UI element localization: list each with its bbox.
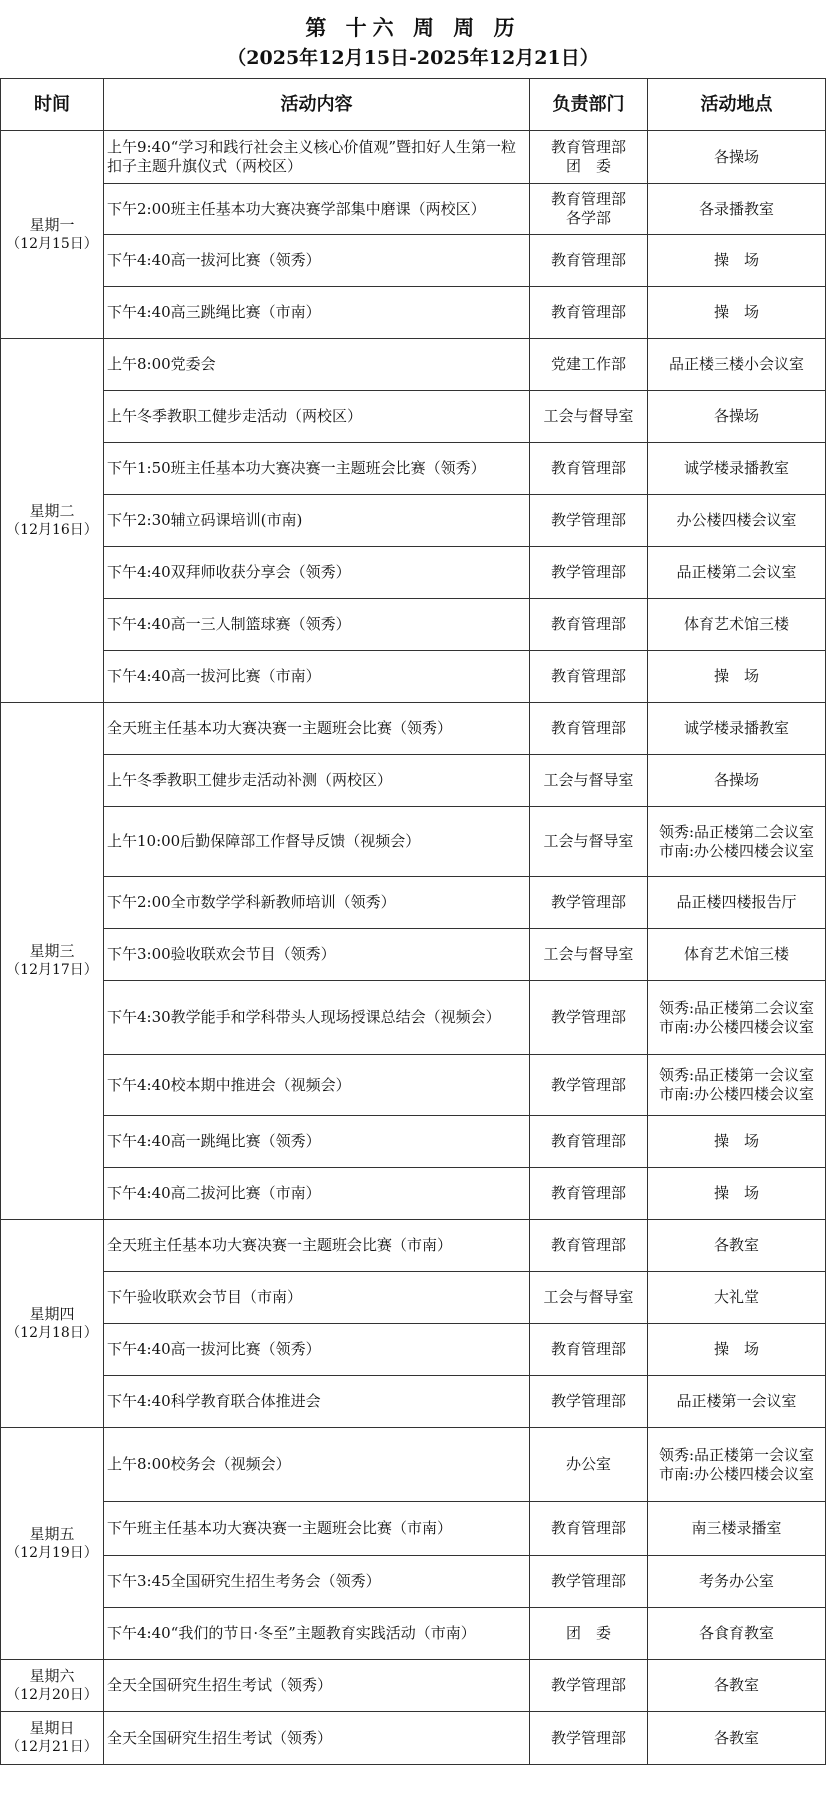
place-line: 品正楼四楼报告厅 (676, 893, 797, 911)
activity-content: 上午8:00校务会（视频会） (104, 1428, 530, 1502)
activity-place (648, 651, 826, 703)
activity-content: 下午2:00全市数学学科新教师培训（领秀） (104, 877, 530, 929)
day-date: （12月15日） (6, 235, 98, 252)
responsible-dept (530, 184, 648, 235)
dept-line: 教学管理部 (550, 1392, 626, 1410)
dept-line: 工会与督导室 (543, 407, 634, 425)
day-date: （12月19日） (6, 1544, 98, 1561)
activity-content: 上午冬季教职工健步走活动补测（两校区） (104, 755, 530, 807)
activity-place (648, 1116, 826, 1168)
place-line: 领秀:品正楼第二会议室 (658, 998, 815, 1017)
dept-line: 教育管理部 (550, 667, 626, 685)
activity-content: 全天班主任基本功大赛决赛一主题班会比赛（市南） (104, 1220, 530, 1272)
place-line: 各操场 (713, 771, 759, 789)
dept-line: 教学管理部 (550, 511, 626, 529)
day-date: （12月18日） (6, 1324, 98, 1341)
day-cell (1, 339, 104, 703)
place-line: 南三楼录播室 (691, 1519, 782, 1537)
responsible-dept (530, 599, 648, 651)
table-row (1, 1376, 826, 1428)
activity-content: 下午2:30辅立码课培训(市南) (104, 495, 530, 547)
responsible-dept (530, 1502, 648, 1556)
dept-line: 教学管理部 (550, 893, 626, 911)
activity-place (648, 755, 826, 807)
table-row (1, 703, 826, 755)
dept-line: 教育管理部 (550, 615, 626, 633)
table-row (1, 1220, 826, 1272)
responsible-dept (530, 651, 648, 703)
place-line: 品正楼第二会议室 (676, 563, 797, 581)
responsible-dept (530, 1712, 648, 1765)
dept-line: 教学管理部 (550, 1676, 626, 1694)
dept-line: 办公室 (565, 1455, 611, 1473)
dept-line: 工会与督导室 (543, 945, 634, 963)
activity-content: 下午2:00班主任基本功大赛决赛学部集中磨课（两校区） (104, 184, 530, 235)
responsible-dept (530, 1428, 648, 1502)
day-label: 星期六 (29, 1666, 75, 1685)
responsible-dept (530, 339, 648, 391)
place-line: 体育艺术馆三楼 (683, 945, 789, 963)
day-date: （12月16日） (6, 521, 98, 538)
column-header-time: 时间 (1, 79, 104, 131)
responsible-dept (530, 755, 648, 807)
day-date: （12月20日） (6, 1686, 98, 1703)
table-row (1, 1272, 826, 1324)
place-line: 各教室 (713, 1676, 759, 1694)
dept-line: 教育管理部 (550, 1519, 626, 1537)
activity-content: 下午4:40“我们的节日·冬至”主题教育实践活动（市南） (104, 1608, 530, 1660)
day-label: 星期四 (29, 1304, 75, 1323)
responsible-dept (530, 443, 648, 495)
place-line: 领秀:品正楼第一会议室 (658, 1066, 815, 1084)
activity-content: 下午4:40高一跳绳比赛（领秀） (104, 1116, 530, 1168)
table-row (1, 235, 826, 287)
dept-line: 教学管理部 (550, 1572, 626, 1590)
activity-place (648, 184, 826, 235)
place-line: 操 场 (713, 1184, 759, 1202)
table-row (1, 877, 826, 929)
dept-line: 教育管理部 (550, 190, 626, 208)
column-header-content: 活动内容 (104, 79, 530, 131)
responsible-dept (530, 235, 648, 287)
activity-place (648, 1376, 826, 1428)
activity-place (648, 495, 826, 547)
activity-content: 下午4:40高三跳绳比赛（市南） (104, 287, 530, 339)
responsible-dept (530, 877, 648, 929)
activity-place (648, 235, 826, 287)
activity-place (648, 703, 826, 755)
day-label: 星期三 (29, 942, 75, 960)
page-title: 第 十六 周 周 历 (305, 15, 521, 40)
responsible-dept (530, 1055, 648, 1116)
activity-place (648, 981, 826, 1055)
table-row (1, 1556, 826, 1608)
day-cell (1, 1428, 104, 1660)
activity-place (648, 339, 826, 391)
column-header-dept: 负责部门 (530, 79, 648, 131)
dept-line: 团 委 (565, 157, 611, 175)
dept-line: 教育管理部 (550, 138, 626, 156)
dept-line: 教育管理部 (550, 251, 626, 269)
dept-line: 工会与督导室 (543, 832, 634, 850)
activity-content: 下午4:30教学能手和学科带头人现场授课总结会（视频会） (104, 981, 530, 1055)
activity-place (648, 1660, 826, 1712)
dept-line: 团 委 (565, 1624, 611, 1642)
schedule-body (1, 131, 826, 1765)
activity-content: 上午冬季教职工健步走活动（两校区） (104, 391, 530, 443)
table-row (1, 443, 826, 495)
place-line: 体育艺术馆三楼 (683, 615, 789, 633)
activity-place (648, 1055, 826, 1116)
place-line: 各操场 (713, 407, 759, 425)
table-row (1, 599, 826, 651)
day-label: 星期二 (29, 501, 75, 520)
table-row (1, 547, 826, 599)
activity-content: 上午8:00党委会 (104, 339, 530, 391)
table-row (1, 1324, 826, 1376)
activity-place (648, 391, 826, 443)
activity-content: 下午4:40高二拔河比赛（市南） (104, 1168, 530, 1220)
dept-line: 教育管理部 (550, 459, 626, 477)
activity-content: 下午3:45全国研究生招生考务会（领秀） (104, 1556, 530, 1608)
activity-content: 下午4:40校本期中推进会（视频会） (104, 1055, 530, 1116)
activity-content: 下午验收联欢会节目（市南） (104, 1272, 530, 1324)
place-line: 市南:办公楼四楼会议室 (658, 1464, 815, 1483)
responsible-dept (530, 929, 648, 981)
activity-content: 下午4:40科学教育联合体推进会 (104, 1376, 530, 1428)
place-line: 诚学楼录播教室 (683, 459, 789, 477)
table-row (1, 339, 826, 391)
responsible-dept (530, 1556, 648, 1608)
dept-line: 工会与督导室 (543, 771, 634, 789)
activity-place (648, 807, 826, 877)
responsible-dept (530, 1660, 648, 1712)
responsible-dept (530, 1324, 648, 1376)
activity-content: 全天全国研究生招生考试（领秀） (104, 1712, 530, 1765)
dept-line: 各学部 (565, 209, 611, 227)
table-row (1, 651, 826, 703)
schedule-table (0, 78, 826, 1765)
responsible-dept (530, 1116, 648, 1168)
place-line: 市南:办公楼四楼会议室 (658, 841, 815, 860)
day-label: 星期五 (29, 1524, 75, 1543)
table-row (1, 1168, 826, 1220)
table-row (1, 1660, 826, 1712)
responsible-dept (530, 1220, 648, 1272)
day-cell (1, 1660, 104, 1712)
activity-place (648, 1502, 826, 1556)
activity-content: 下午4:40双拜师收获分享会（领秀） (104, 547, 530, 599)
day-date: （12月17日） (6, 962, 98, 978)
table-row (1, 1055, 826, 1116)
table-row (1, 929, 826, 981)
table-row (1, 1712, 826, 1765)
activity-content: 全天班主任基本功大赛决赛一主题班会比赛（领秀） (104, 703, 530, 755)
activity-place (648, 1272, 826, 1324)
place-line: 诚学楼录播教室 (683, 719, 789, 737)
dept-line: 教育管理部 (550, 303, 626, 321)
place-line: 品正楼三楼小会议室 (668, 355, 804, 373)
dept-line: 教育管理部 (550, 1340, 626, 1358)
activity-place (648, 877, 826, 929)
day-cell (1, 1712, 104, 1765)
day-cell (1, 131, 104, 339)
activity-content: 下午4:40高一拔河比赛（领秀） (104, 235, 530, 287)
place-line: 操 场 (713, 1132, 759, 1150)
activity-place (648, 287, 826, 339)
activity-place (648, 1324, 826, 1376)
activity-content: 上午9:40“学习和践行社会主义核心价值观”暨扣好人生第一粒扣子主题升旗仪式（两校区） (104, 131, 530, 184)
table-row (1, 1428, 826, 1502)
place-line: 领秀:品正楼第二会议室 (658, 822, 815, 841)
responsible-dept (530, 547, 648, 599)
place-line: 各教室 (713, 1728, 759, 1747)
activity-place (648, 1168, 826, 1220)
table-row (1, 981, 826, 1055)
place-line: 大礼堂 (713, 1288, 759, 1306)
dept-line: 教育管理部 (550, 1132, 626, 1150)
day-cell (1, 1220, 104, 1428)
place-line: 品正楼第一会议室 (676, 1392, 797, 1410)
activity-place (648, 1556, 826, 1608)
activity-content: 下午班主任基本功大赛决赛一主题班会比赛（市南） (104, 1502, 530, 1556)
activity-content: 下午4:40高一三人制篮球赛（领秀） (104, 599, 530, 651)
place-line: 各录播教室 (698, 199, 774, 218)
dept-line: 教学管理部 (550, 1008, 626, 1026)
dept-line: 党建工作部 (550, 355, 626, 373)
dept-line: 工会与督导室 (543, 1288, 634, 1306)
table-row (1, 1116, 826, 1168)
activity-content: 下午4:40高一拔河比赛（领秀） (104, 1324, 530, 1376)
table-row (1, 755, 826, 807)
dept-line: 教育管理部 (550, 1236, 626, 1254)
day-cell (1, 703, 104, 1220)
responsible-dept (530, 131, 648, 184)
activity-place (648, 1428, 826, 1502)
page-header (0, 0, 826, 78)
table-row (1, 287, 826, 339)
responsible-dept (530, 981, 648, 1055)
responsible-dept (530, 1376, 648, 1428)
activity-place (648, 443, 826, 495)
table-row (1, 391, 826, 443)
table-row (1, 131, 826, 184)
place-line: 市南:办公楼四楼会议室 (658, 1017, 815, 1036)
place-line: 各教室 (713, 1236, 759, 1254)
responsible-dept (530, 287, 648, 339)
date-range: （2025年12月15日-2025年12月21日） (227, 47, 599, 69)
activity-place (648, 131, 826, 184)
activity-content: 下午4:40高一拔河比赛（市南） (104, 651, 530, 703)
responsible-dept (530, 1168, 648, 1220)
activity-place (648, 1220, 826, 1272)
place-line: 操 场 (713, 303, 759, 321)
table-header-row (1, 79, 826, 131)
dept-line: 教育管理部 (550, 719, 626, 737)
column-header-place: 活动地点 (648, 79, 826, 131)
activity-place (648, 599, 826, 651)
place-line: 各食育教室 (698, 1624, 774, 1642)
day-label: 星期日 (29, 1719, 75, 1737)
activity-place (648, 547, 826, 599)
table-row (1, 807, 826, 877)
dept-line: 教学管理部 (550, 563, 626, 581)
day-date: （12月21日） (6, 1739, 98, 1755)
table-row (1, 1608, 826, 1660)
activity-content: 下午1:50班主任基本功大赛决赛一主题班会比赛（领秀） (104, 443, 530, 495)
responsible-dept (530, 807, 648, 877)
dept-line: 教育管理部 (550, 1184, 626, 1202)
responsible-dept (530, 1608, 648, 1660)
place-line: 操 场 (713, 667, 759, 685)
responsible-dept (530, 391, 648, 443)
responsible-dept (530, 1272, 648, 1324)
responsible-dept (530, 703, 648, 755)
place-line: 各操场 (713, 147, 759, 166)
place-line: 操 场 (713, 1340, 759, 1358)
table-row (1, 1502, 826, 1556)
activity-place (648, 929, 826, 981)
activity-content: 上午10:00后勤保障部工作督导反馈（视频会） (104, 807, 530, 877)
activity-content: 全天全国研究生招生考试（领秀） (104, 1660, 530, 1712)
activity-place (648, 1608, 826, 1660)
day-label: 星期一 (29, 215, 75, 234)
responsible-dept (530, 495, 648, 547)
place-line: 办公楼四楼会议室 (676, 511, 797, 529)
dept-line: 教学管理部 (550, 1075, 626, 1094)
place-line: 操 场 (713, 251, 759, 269)
activity-place (648, 1712, 826, 1765)
place-line: 市南:办公楼四楼会议室 (658, 1085, 815, 1103)
activity-content: 下午3:00验收联欢会节目（领秀） (104, 929, 530, 981)
place-line: 领秀:品正楼第一会议室 (658, 1445, 815, 1464)
dept-line: 教学管理部 (550, 1728, 626, 1747)
table-row (1, 495, 826, 547)
place-line: 考务办公室 (698, 1572, 774, 1590)
table-row (1, 184, 826, 235)
